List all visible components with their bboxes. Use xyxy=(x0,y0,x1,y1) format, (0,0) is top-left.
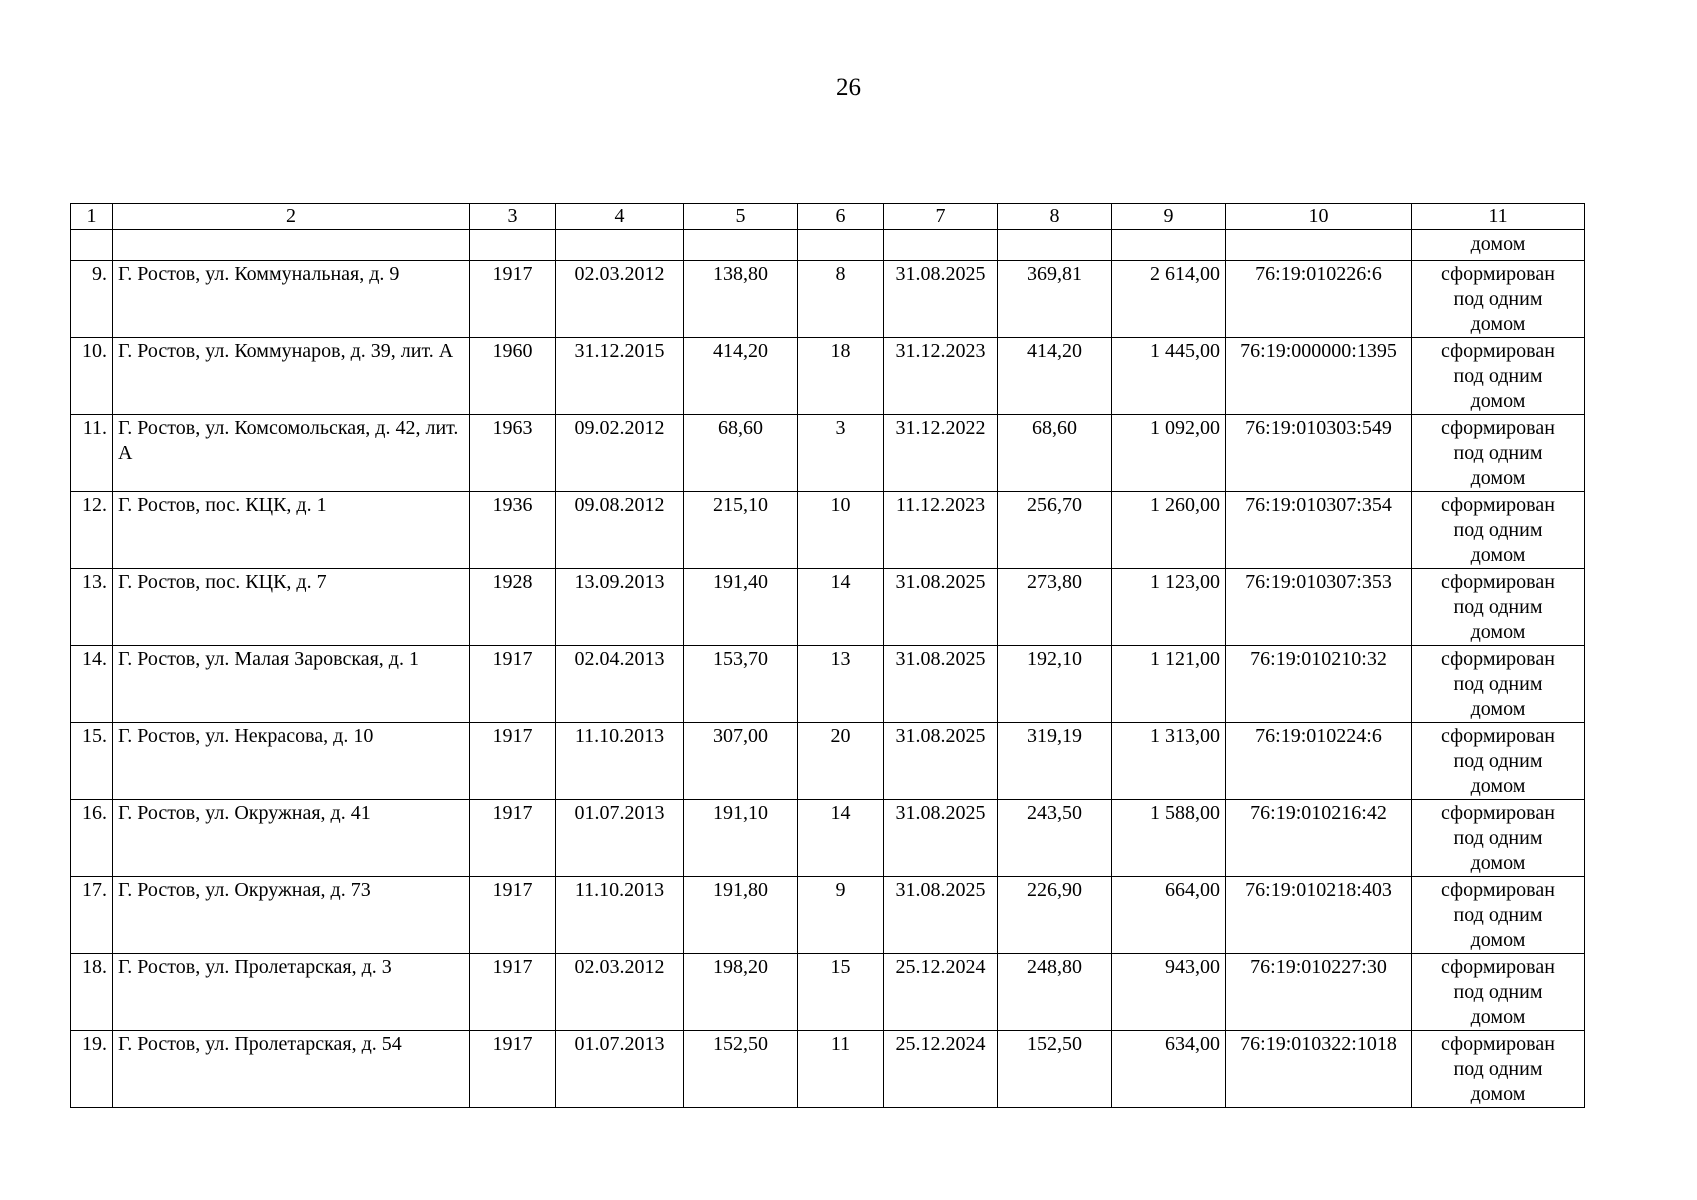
cell-year: 1917 xyxy=(470,261,556,338)
cell-year: 1917 xyxy=(470,800,556,877)
table-row xyxy=(71,492,1585,569)
cell-area: 138,80 xyxy=(684,261,798,338)
column-header: 6 xyxy=(798,204,884,230)
status-line: под одним xyxy=(1453,519,1543,541)
cell-area: 191,10 xyxy=(684,800,798,877)
cell-date: 01.07.2013 xyxy=(556,1031,684,1108)
table-row xyxy=(71,800,1585,877)
housing-registry-table xyxy=(70,203,1585,1108)
cell-status xyxy=(1412,1031,1585,1108)
status-line: домом xyxy=(1470,621,1526,643)
cell-total-area: 152,50 xyxy=(998,1031,1112,1108)
cell-deadline: 25.12.2024 xyxy=(884,1031,998,1108)
cell-address: Г. Ростов, пос. КЦК, д. 1 xyxy=(113,492,470,569)
column-header: 2 xyxy=(113,204,470,230)
cell-total-area: 248,80 xyxy=(998,954,1112,1031)
status-line: домом xyxy=(1470,467,1526,489)
cell-number: 10. xyxy=(71,338,113,415)
cell-status xyxy=(1412,492,1585,569)
cell-land-area: 1 260,00 xyxy=(1112,492,1226,569)
table-row xyxy=(71,646,1585,723)
cell-cadastral-number: 76:19:010303:549 xyxy=(1226,415,1412,492)
status-line: под одним xyxy=(1453,673,1543,695)
cell-cadastral-number: 76:19:000000:1395 xyxy=(1226,338,1412,415)
cell-total-area: 369,81 xyxy=(998,261,1112,338)
cell-land-area: 1 092,00 xyxy=(1112,415,1226,492)
table-row xyxy=(71,877,1585,954)
cell-status xyxy=(1412,877,1585,954)
cell-deadline: 31.12.2023 xyxy=(884,338,998,415)
table-row xyxy=(71,261,1585,338)
cell-date: 02.03.2012 xyxy=(556,954,684,1031)
status-line: под одним xyxy=(1453,904,1543,926)
cell-land-area: 1 588,00 xyxy=(1112,800,1226,877)
cell-year: 1928 xyxy=(470,569,556,646)
status-line: под одним xyxy=(1453,750,1543,772)
status-line: домом xyxy=(1470,929,1526,951)
cell-area: 191,80 xyxy=(684,877,798,954)
cell-address: Г. Ростов, ул. Окружная, д. 73 xyxy=(113,877,470,954)
cell-year: 1917 xyxy=(470,723,556,800)
cell-deadline: 31.08.2025 xyxy=(884,646,998,723)
cell-date: 31.12.2015 xyxy=(556,338,684,415)
column-header: 10 xyxy=(1226,204,1412,230)
cell-number: 9. xyxy=(71,261,113,338)
cell-land-area: 664,00 xyxy=(1112,877,1226,954)
cell-number: 18. xyxy=(71,954,113,1031)
status-line: домом xyxy=(1470,544,1526,566)
cell-total-area: 256,70 xyxy=(998,492,1112,569)
cell-address: Г. Ростов, ул. Некрасова, д. 10 xyxy=(113,723,470,800)
status-line: сформирован xyxy=(1441,956,1555,978)
status-line: под одним xyxy=(1453,1058,1543,1080)
column-header: 7 xyxy=(884,204,998,230)
cell-land-area: 634,00 xyxy=(1112,1031,1226,1108)
page-number: 26 xyxy=(836,74,861,101)
cell-status xyxy=(1412,800,1585,877)
cell-address: Г. Ростов, ул. Пролетарская, д. 54 xyxy=(113,1031,470,1108)
table-row xyxy=(71,415,1585,492)
cell-cadastral-number: 76:19:010307:354 xyxy=(1226,492,1412,569)
status-line: сформирован xyxy=(1441,648,1555,670)
column-header: 1 xyxy=(71,204,113,230)
cell-address: Г. Ростов, ул. Комсомольская, д. 42, лит. А xyxy=(113,415,470,492)
cell-deadline: 31.08.2025 xyxy=(884,723,998,800)
status-line: сформирован xyxy=(1441,340,1555,362)
cell-cadastral-number: 76:19:010216:42 xyxy=(1226,800,1412,877)
cell-area: 153,70 xyxy=(684,646,798,723)
status-line: под одним xyxy=(1453,288,1543,310)
cell-area: 215,10 xyxy=(684,492,798,569)
cell-date: 02.04.2013 xyxy=(556,646,684,723)
status-line: сформирован xyxy=(1441,417,1555,439)
cell-land-area: 2 614,00 xyxy=(1112,261,1226,338)
cell-deadline: 31.12.2022 xyxy=(884,415,998,492)
cell-cadastral-number: 76:19:010307:353 xyxy=(1226,569,1412,646)
continuation-row xyxy=(71,230,1585,261)
column-header: 3 xyxy=(470,204,556,230)
cell-status: домом xyxy=(1412,230,1585,261)
column-number-header-row xyxy=(71,204,1585,230)
cell-deadline: 31.08.2025 xyxy=(884,800,998,877)
cell-deadline: 31.08.2025 xyxy=(884,261,998,338)
cell-address: Г. Ростов, ул. Окружная, д. 41 xyxy=(113,800,470,877)
cell-status xyxy=(1412,415,1585,492)
cell-residents: 8 xyxy=(798,261,884,338)
cell-total-area: 192,10 xyxy=(998,646,1112,723)
cell-land-area: 1 313,00 xyxy=(1112,723,1226,800)
cell-year: 1963 xyxy=(470,415,556,492)
status-line: домом xyxy=(1470,1083,1526,1105)
cell-date: 11.10.2013 xyxy=(556,877,684,954)
cell-address: Г. Ростов, ул. Малая Заровская, д. 1 xyxy=(113,646,470,723)
cell-residents: 20 xyxy=(798,723,884,800)
cell-residents: 15 xyxy=(798,954,884,1031)
status-line: домом xyxy=(1470,313,1526,335)
status-line: домом xyxy=(1470,698,1526,720)
cell-cadastral-number: 76:19:010224:6 xyxy=(1226,723,1412,800)
cell-year: 1936 xyxy=(470,492,556,569)
cell-address: Г. Ростов, ул. Коммунальная, д. 9 xyxy=(113,261,470,338)
cell-number: 14. xyxy=(71,646,113,723)
cell-residents: 9 xyxy=(798,877,884,954)
cell-cadastral-number: 76:19:010322:1018 xyxy=(1226,1031,1412,1108)
table-row xyxy=(71,338,1585,415)
column-header: 4 xyxy=(556,204,684,230)
column-header: 5 xyxy=(684,204,798,230)
cell-residents: 11 xyxy=(798,1031,884,1108)
cell-number: 11. xyxy=(71,415,113,492)
cell-area: 414,20 xyxy=(684,338,798,415)
cell-deadline: 31.08.2025 xyxy=(884,877,998,954)
cell-total-area: 273,80 xyxy=(998,569,1112,646)
cell-status xyxy=(1412,338,1585,415)
cell-status xyxy=(1412,261,1585,338)
cell-area: 307,00 xyxy=(684,723,798,800)
cell-area: 198,20 xyxy=(684,954,798,1031)
cell-number: 16. xyxy=(71,800,113,877)
cell-area: 68,60 xyxy=(684,415,798,492)
cell-number: 19. xyxy=(71,1031,113,1108)
cell-number: 13. xyxy=(71,569,113,646)
cell-residents: 14 xyxy=(798,569,884,646)
cell-address: Г. Ростов, ул. Коммунаров, д. 39, лит. А xyxy=(113,338,470,415)
cell-status xyxy=(1412,569,1585,646)
status-line: домом xyxy=(1470,390,1526,412)
cell-land-area: 1 121,00 xyxy=(1112,646,1226,723)
status-line: под одним xyxy=(1453,981,1543,1003)
table-row xyxy=(71,569,1585,646)
cell-deadline: 31.08.2025 xyxy=(884,569,998,646)
cell-land-area: 1 445,00 xyxy=(1112,338,1226,415)
cell-status xyxy=(1412,723,1585,800)
status-line: домом xyxy=(1470,775,1526,797)
cell-total-area: 414,20 xyxy=(998,338,1112,415)
cell-residents: 10 xyxy=(798,492,884,569)
cell-address: Г. Ростов, пос. КЦК, д. 7 xyxy=(113,569,470,646)
table-row xyxy=(71,1031,1585,1108)
cell-deadline: 25.12.2024 xyxy=(884,954,998,1031)
table-row xyxy=(71,723,1585,800)
cell-year: 1917 xyxy=(470,646,556,723)
cell-date: 11.10.2013 xyxy=(556,723,684,800)
cell-number: 15. xyxy=(71,723,113,800)
cell-date: 13.09.2013 xyxy=(556,569,684,646)
cell-date: 01.07.2013 xyxy=(556,800,684,877)
cell-year: 1917 xyxy=(470,877,556,954)
cell-date: 02.03.2012 xyxy=(556,261,684,338)
status-line: под одним xyxy=(1453,827,1543,849)
cell-cadastral-number: 76:19:010227:30 xyxy=(1226,954,1412,1031)
status-line: сформирован xyxy=(1441,802,1555,824)
cell-total-area: 226,90 xyxy=(998,877,1112,954)
cell-date: 09.02.2012 xyxy=(556,415,684,492)
cell-deadline: 11.12.2023 xyxy=(884,492,998,569)
column-header: 9 xyxy=(1112,204,1226,230)
cell-status xyxy=(1412,954,1585,1031)
cell-area: 152,50 xyxy=(684,1031,798,1108)
cell-number: 17. xyxy=(71,877,113,954)
cell-cadastral-number: 76:19:010210:32 xyxy=(1226,646,1412,723)
cell-land-area: 943,00 xyxy=(1112,954,1226,1031)
status-line: домом xyxy=(1470,1006,1526,1028)
cell-address: Г. Ростов, ул. Пролетарская, д. 3 xyxy=(113,954,470,1031)
status-line: сформирован xyxy=(1441,494,1555,516)
cell-year: 1917 xyxy=(470,1031,556,1108)
cell-status xyxy=(1412,646,1585,723)
cell-residents: 18 xyxy=(798,338,884,415)
cell-area: 191,40 xyxy=(684,569,798,646)
cell-date: 09.08.2012 xyxy=(556,492,684,569)
cell-year: 1917 xyxy=(470,954,556,1031)
cell-residents: 14 xyxy=(798,800,884,877)
status-line: домом xyxy=(1470,852,1526,874)
cell-cadastral-number: 76:19:010218:403 xyxy=(1226,877,1412,954)
status-line: под одним xyxy=(1453,596,1543,618)
cell-year: 1960 xyxy=(470,338,556,415)
status-line: под одним xyxy=(1453,365,1543,387)
status-line: сформирован xyxy=(1441,725,1555,747)
status-line: сформирован xyxy=(1441,571,1555,593)
column-header: 11 xyxy=(1412,204,1585,230)
status-line: сформирован xyxy=(1441,263,1555,285)
cell-land-area: 1 123,00 xyxy=(1112,569,1226,646)
cell-cadastral-number: 76:19:010226:6 xyxy=(1226,261,1412,338)
cell-number: 12. xyxy=(71,492,113,569)
cell-total-area: 319,19 xyxy=(998,723,1112,800)
cell-residents: 13 xyxy=(798,646,884,723)
cell-total-area: 68,60 xyxy=(998,415,1112,492)
column-header: 8 xyxy=(998,204,1112,230)
cell-total-area: 243,50 xyxy=(998,800,1112,877)
status-line: сформирован xyxy=(1441,879,1555,901)
table-row xyxy=(71,954,1585,1031)
status-line: сформирован xyxy=(1441,1033,1555,1055)
cell-residents: 3 xyxy=(798,415,884,492)
status-line: под одним xyxy=(1453,442,1543,464)
